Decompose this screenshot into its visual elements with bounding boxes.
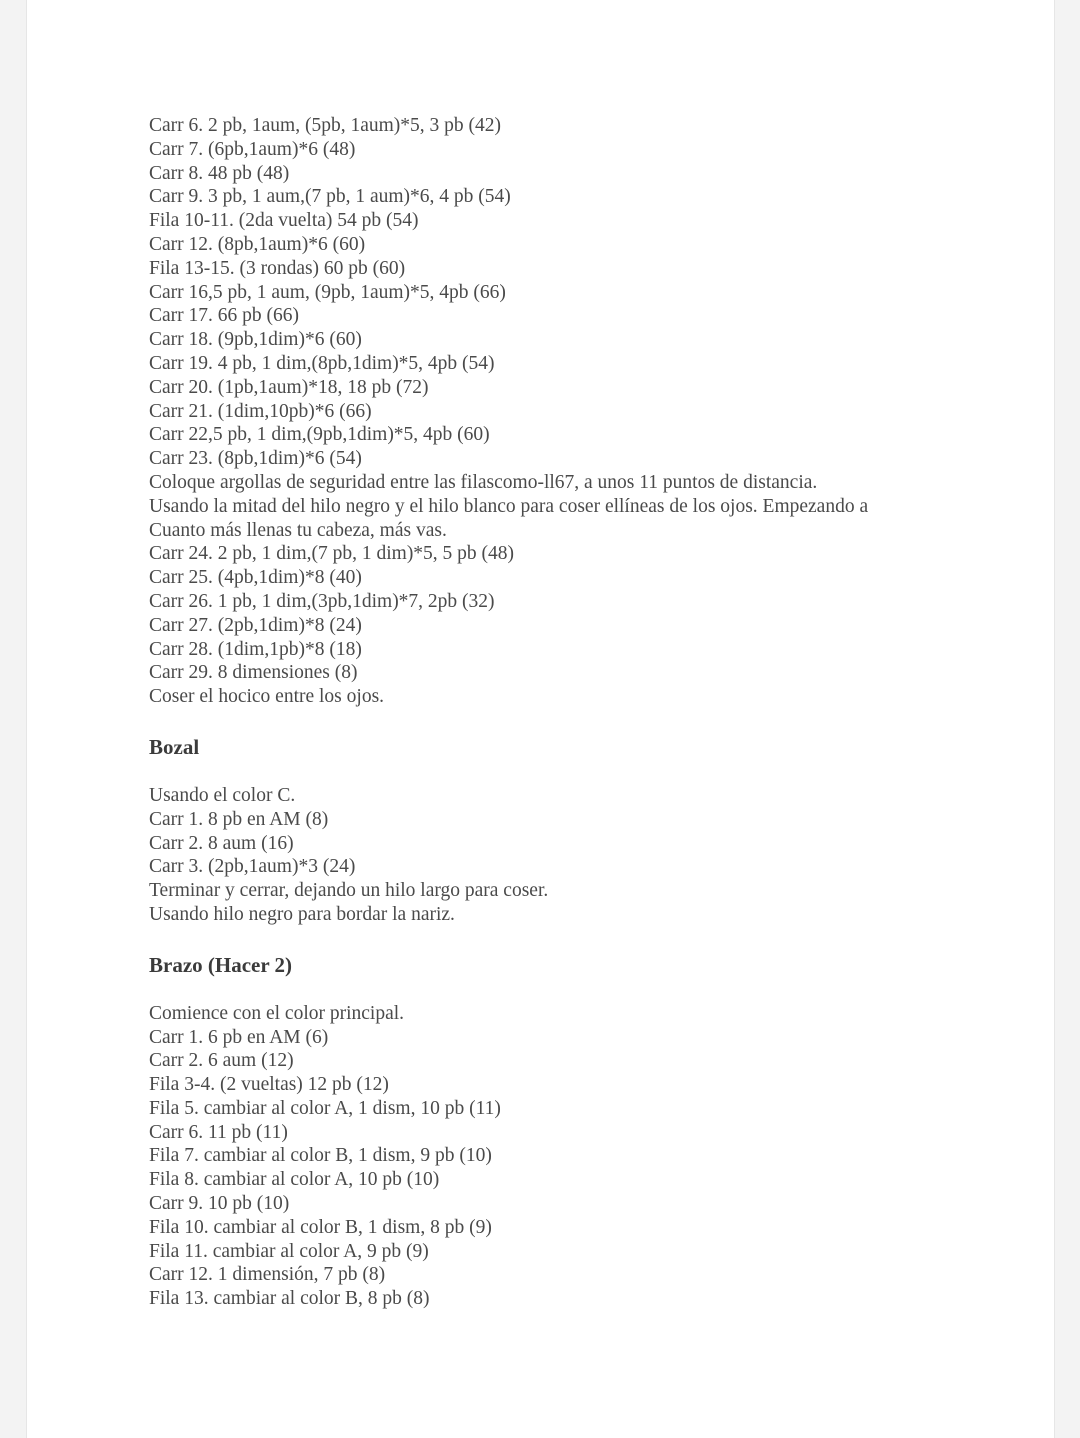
section-heading-brazo: Brazo (Hacer 2) [149, 952, 293, 977]
instruction-line: Carr 23. (8pb,1dim)*6 (54) [149, 448, 362, 470]
instruction-line: Carr 9. 10 pb (10) [149, 1193, 290, 1215]
instruction-line: Carr 18. (9pb,1dim)*6 (60) [149, 329, 362, 351]
instruction-line: Fila 13. cambiar al color B, 8 pb (8) [149, 1288, 430, 1310]
instruction-line: Carr 2. 8 aum (16) [149, 832, 294, 854]
pattern-content [149, 114, 1029, 1311]
instruction-line: Carr 3. (2pb,1aum)*3 (24) [149, 856, 356, 878]
instruction-line: Carr 6. 2 pb, 1aum, (5pb, 1aum)*5, 3 pb (42) [149, 115, 502, 136]
instruction-line: Carr 25. (4pb,1dim)*8 (40) [149, 567, 362, 589]
instruction-line: Carr 2. 6 aum (12) [149, 1050, 294, 1072]
instruction-line: Fila 13-15. (3 rondas) 60 pb (60) [149, 257, 406, 279]
instruction-line: Carr 26. 1 pb, 1 dim,(3pb,1dim)*7, 2pb (32) [149, 590, 495, 612]
document-page [26, 0, 1055, 1438]
instruction-line: Usando hilo negro para bordar la nariz. [149, 903, 455, 925]
instruction-line: Comience con el color principal. [149, 1002, 405, 1024]
instruction-line: Carr 7. (6pb,1aum)*6 (48) [149, 138, 356, 160]
instruction-line: Carr 20. (1pb,1aum)*18, 18 pb (72) [149, 376, 429, 398]
instruction-line: Carr 12. (8pb,1aum)*6 (60) [149, 233, 366, 255]
instruction-line: Carr 16,5 pb, 1 aum, (9pb, 1aum)*5, 4pb (66) [149, 281, 506, 303]
instruction-line: Carr 1. 8 pb en AM (8) [149, 808, 329, 830]
instruction-line: Cuanto más llenas tu cabeza, más vas. [149, 519, 447, 541]
section-heading-bozal: Bozal [149, 734, 200, 759]
instruction-line: Carr 6. 11 pb (11) [149, 1121, 288, 1143]
instruction-line: Fila 10. cambiar al color B, 1 dism, 8 pb (9) [149, 1216, 492, 1238]
instruction-line: Carr 8. 48 pb (48) [149, 162, 290, 184]
instruction-line: Coser el hocico entre los ojos. [149, 686, 385, 708]
instruction-line: Fila 10-11. (2da vuelta) 54 pb (54) [149, 210, 419, 232]
instruction-line: Terminar y cerrar, dejando un hilo largo para coser. [149, 880, 549, 902]
instruction-line: Carr 28. (1dim,1pb)*8 (18) [149, 638, 362, 660]
instruction-line: Carr 27. (2pb,1dim)*8 (24) [149, 614, 362, 636]
instruction-line: Carr 19. 4 pb, 1 dim,(8pb,1dim)*5, 4pb (54) [149, 352, 495, 374]
instruction-line: Fila 5. cambiar al color A, 1 dism, 10 pb (11) [149, 1097, 501, 1119]
head-instructions [149, 114, 1029, 709]
instruction-line: Usando la mitad del hilo negro y el hilo blanco para coser ellíneas de los ojos. Empezando a [149, 495, 869, 517]
bozal-instructions [149, 784, 1029, 927]
instruction-line: Carr 1. 6 pb en AM (6) [149, 1026, 329, 1048]
instruction-line: Carr 9. 3 pb, 1 aum,(7 pb, 1 aum)*6, 4 pb (54) [149, 186, 511, 208]
instruction-line: Coloque argollas de seguridad entre las filascomo-ll67, a unos 11 puntos de distancia. [149, 471, 818, 493]
instruction-line: Fila 8. cambiar al color A, 10 pb (10) [149, 1169, 440, 1191]
instruction-line: Usando el color C. [149, 784, 296, 806]
instruction-line: Carr 12. 1 dimensión, 7 pb (8) [149, 1264, 386, 1286]
brazo-instructions [149, 1002, 1029, 1311]
instruction-line: Carr 29. 8 dimensiones (8) [149, 662, 358, 684]
instruction-line: Fila 7. cambiar al color B, 1 dism, 9 pb (10) [149, 1145, 492, 1167]
instruction-line: Carr 21. (1dim,10pb)*6 (66) [149, 400, 372, 422]
instruction-line: Fila 3-4. (2 vueltas) 12 pb (12) [149, 1074, 389, 1096]
instruction-line: Carr 24. 2 pb, 1 dim,(7 pb, 1 dim)*5, 5 pb (48) [149, 543, 515, 565]
instruction-line: Fila 11. cambiar al color A, 9 pb (9) [149, 1240, 429, 1262]
instruction-line: Carr 17. 66 pb (66) [149, 305, 300, 327]
instruction-line: Carr 22,5 pb, 1 dim,(9pb,1dim)*5, 4pb (60) [149, 424, 490, 446]
